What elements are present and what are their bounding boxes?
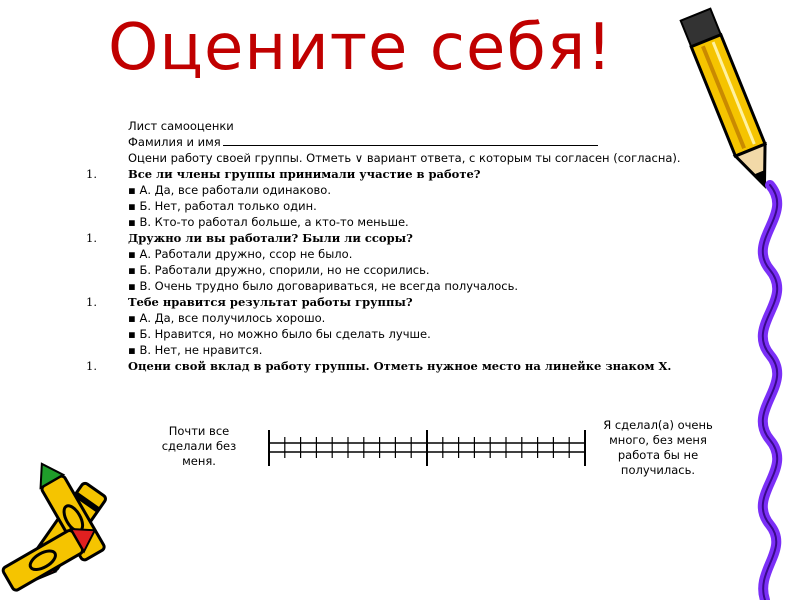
name-line [128,134,598,150]
contribution-scale[interactable] [268,430,588,466]
question-1-text: Все ли члены группы принимали участие в работе? [128,167,481,181]
question-1-option-b: ▪ Б. Нет, работал только один. [128,199,317,213]
question-4-text: Оцени свой вклад в работу группы. Отметь нужное место на линейке знаком Х. [128,359,672,373]
question-2-option-a: ▪ А. Работали дружно, ссор не было. [128,247,353,261]
question-number: 1. [86,231,97,245]
question-3-text: Тебе нравится результат работы группы? [128,295,413,309]
question-2-option-c: ▪ В. Очень трудно было договариваться, не всегда получалось. [128,279,519,293]
question-number: 1. [86,295,97,309]
scale-right-label: Я сделал(а) очень много, без меня работа бы не получилась. [603,418,713,477]
page-title: Оцените себя! [108,11,613,85]
squiggle-icon [740,185,800,600]
question-3-option-c: ▪ В. Нет, не нравится. [128,343,263,357]
name-underline [223,134,598,146]
question-3-option-a: ▪ А. Да, все получилось хорошо. [128,311,326,325]
scale-left-label: Почти все сделали без меня. [161,424,237,468]
question-2-text: Дружно ли вы работали? Были ли ссоры? [128,231,413,245]
question-number: 1. [86,359,97,373]
name-label: Фамилия и имя [128,135,221,149]
question-3-option-b: ▪ Б. Нравится, но можно было бы сделать лучше. [128,327,431,341]
crayons-icon [0,480,160,600]
question-2-option-b: ▪ Б. Работали дружно, спорили, но не ссорились. [128,263,430,277]
question-1-option-a: ▪ А. Да, все работали одинаково. [128,183,331,197]
sheet-heading: Лист самооценки [128,119,234,133]
pencil-icon [670,0,790,200]
question-1-option-c: ▪ В. Кто-то работал больше, а кто-то меньше. [128,215,409,229]
instruction-text: Оцени работу своей группы. Отметь ∨ вариант ответа, с которым ты согласен (согласна). [128,151,681,165]
question-number: 1. [86,167,97,181]
